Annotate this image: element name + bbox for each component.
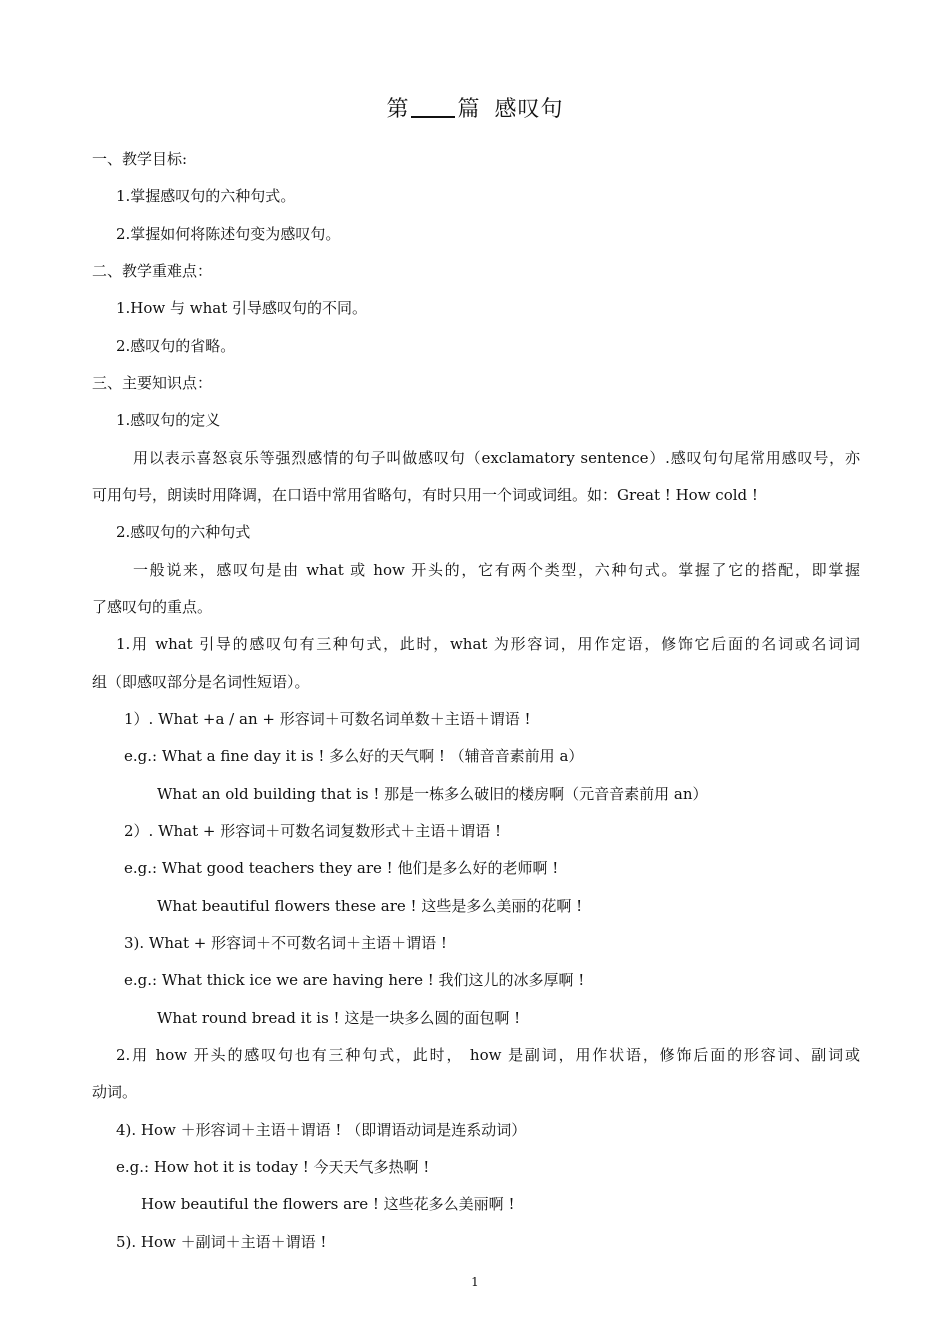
pattern-2: 2）. What + 形容词＋可数名词复数形式＋主语＋谓语 ! xyxy=(124,822,502,840)
how-intro-line-1: 2.用 how 开头的感叹句也有三种句式，此时， how 是副词，用作状语，修饰后面的形容词、副词或 xyxy=(116,1046,860,1064)
key-point-item-2: 2.感叹句的省略。 xyxy=(116,337,236,355)
section-heading-goals: 一、教学目标: xyxy=(92,150,188,168)
pattern-3-example-1: e.g.: What thick ice we are having here ! 我们这儿的冰多厚啊 ! xyxy=(124,971,585,989)
patterns-paragraph-line-1: 一般说来，感叹句是由 what 或 how 开头的，它有两个类型，六种句式。掌握了它的搭配，即掌握 xyxy=(133,561,860,579)
pattern-3-example-2: What round bread it is ! 这是一块多么圆的面包啊 ! xyxy=(157,1009,521,1027)
definition-paragraph-line-2: 可用句号，朗读时用降调，在口语中常用省略句，有时只用一个词或词组。如：Great ! How cold ! xyxy=(92,486,758,504)
title-blank-underline xyxy=(411,94,455,118)
pattern-4: 4). How ＋形容词＋主语＋谓语 ! （即谓语动词是连系动词） xyxy=(116,1121,527,1139)
title-middle: 篇 xyxy=(457,97,481,122)
what-intro-line-1: 1.用 what 引导的感叹句有三种句式，此时，what 为形容词，用作定语，修饰它后面的名词或名词词 xyxy=(116,635,860,653)
pattern-4-example-1: e.g.: How hot it is today ! 今天天气多热啊 ! xyxy=(116,1158,430,1176)
definition-paragraph-line-1: 用以表示喜怒哀乐等强烈感情的句子叫做感叹句（exclamatory sentence）.感叹句句尾常用感叹号，亦 xyxy=(133,449,860,467)
goal-item-1: 1.掌握感叹句的六种句式。 xyxy=(116,187,296,205)
knowledge-heading-patterns: 2.感叹句的六种句式 xyxy=(116,523,251,541)
title-prefix: 第 xyxy=(386,97,410,122)
pattern-1: 1）. What +a / an + 形容词＋可数名词单数＋主语＋谓语 ! xyxy=(124,710,531,728)
key-point-item-1: 1.How 与 what 引导感叹句的不同。 xyxy=(116,299,368,317)
page-title xyxy=(0,94,950,125)
pattern-3: 3). What + 形容词＋不可数名词＋主语＋谓语 ! xyxy=(124,934,447,952)
knowledge-heading-definition: 1.感叹句的定义 xyxy=(116,411,221,429)
what-intro-line-2: 组（即感叹部分是名词性短语）。 xyxy=(92,673,310,691)
pattern-1-example-2: What an old building that is ! 那是一栋多么破旧的楼房啊（元音音素前用 an） xyxy=(157,785,708,803)
pattern-4-example-2: How beautiful the flowers are ! 这些花多么美丽啊 ! xyxy=(141,1195,515,1213)
page-number: 1 xyxy=(471,1275,479,1289)
how-intro-line-2: 动词。 xyxy=(92,1083,138,1101)
title-topic: 感叹句 xyxy=(494,97,564,122)
section-heading-key-points: 二、教学重难点： xyxy=(92,262,213,280)
pattern-1-example-1: e.g.: What a fine day it is ! 多么好的天气啊 ! （辅音音素前用 a） xyxy=(124,747,584,765)
pattern-2-example-1: e.g.: What good teachers they are ! 他们是多么好的老师啊 ! xyxy=(124,859,559,877)
pattern-2-example-2: What beautiful flowers these are ! 这些是多么美丽的花啊 ! xyxy=(157,897,583,915)
pattern-5: 5). How ＋副词＋主语＋谓语 ! xyxy=(116,1233,327,1251)
goal-item-2: 2.掌握如何将陈述句变为感叹句。 xyxy=(116,225,341,243)
section-heading-knowledge: 三、主要知识点： xyxy=(92,374,213,392)
patterns-paragraph-line-2: 了感叹句的重点。 xyxy=(92,598,213,616)
